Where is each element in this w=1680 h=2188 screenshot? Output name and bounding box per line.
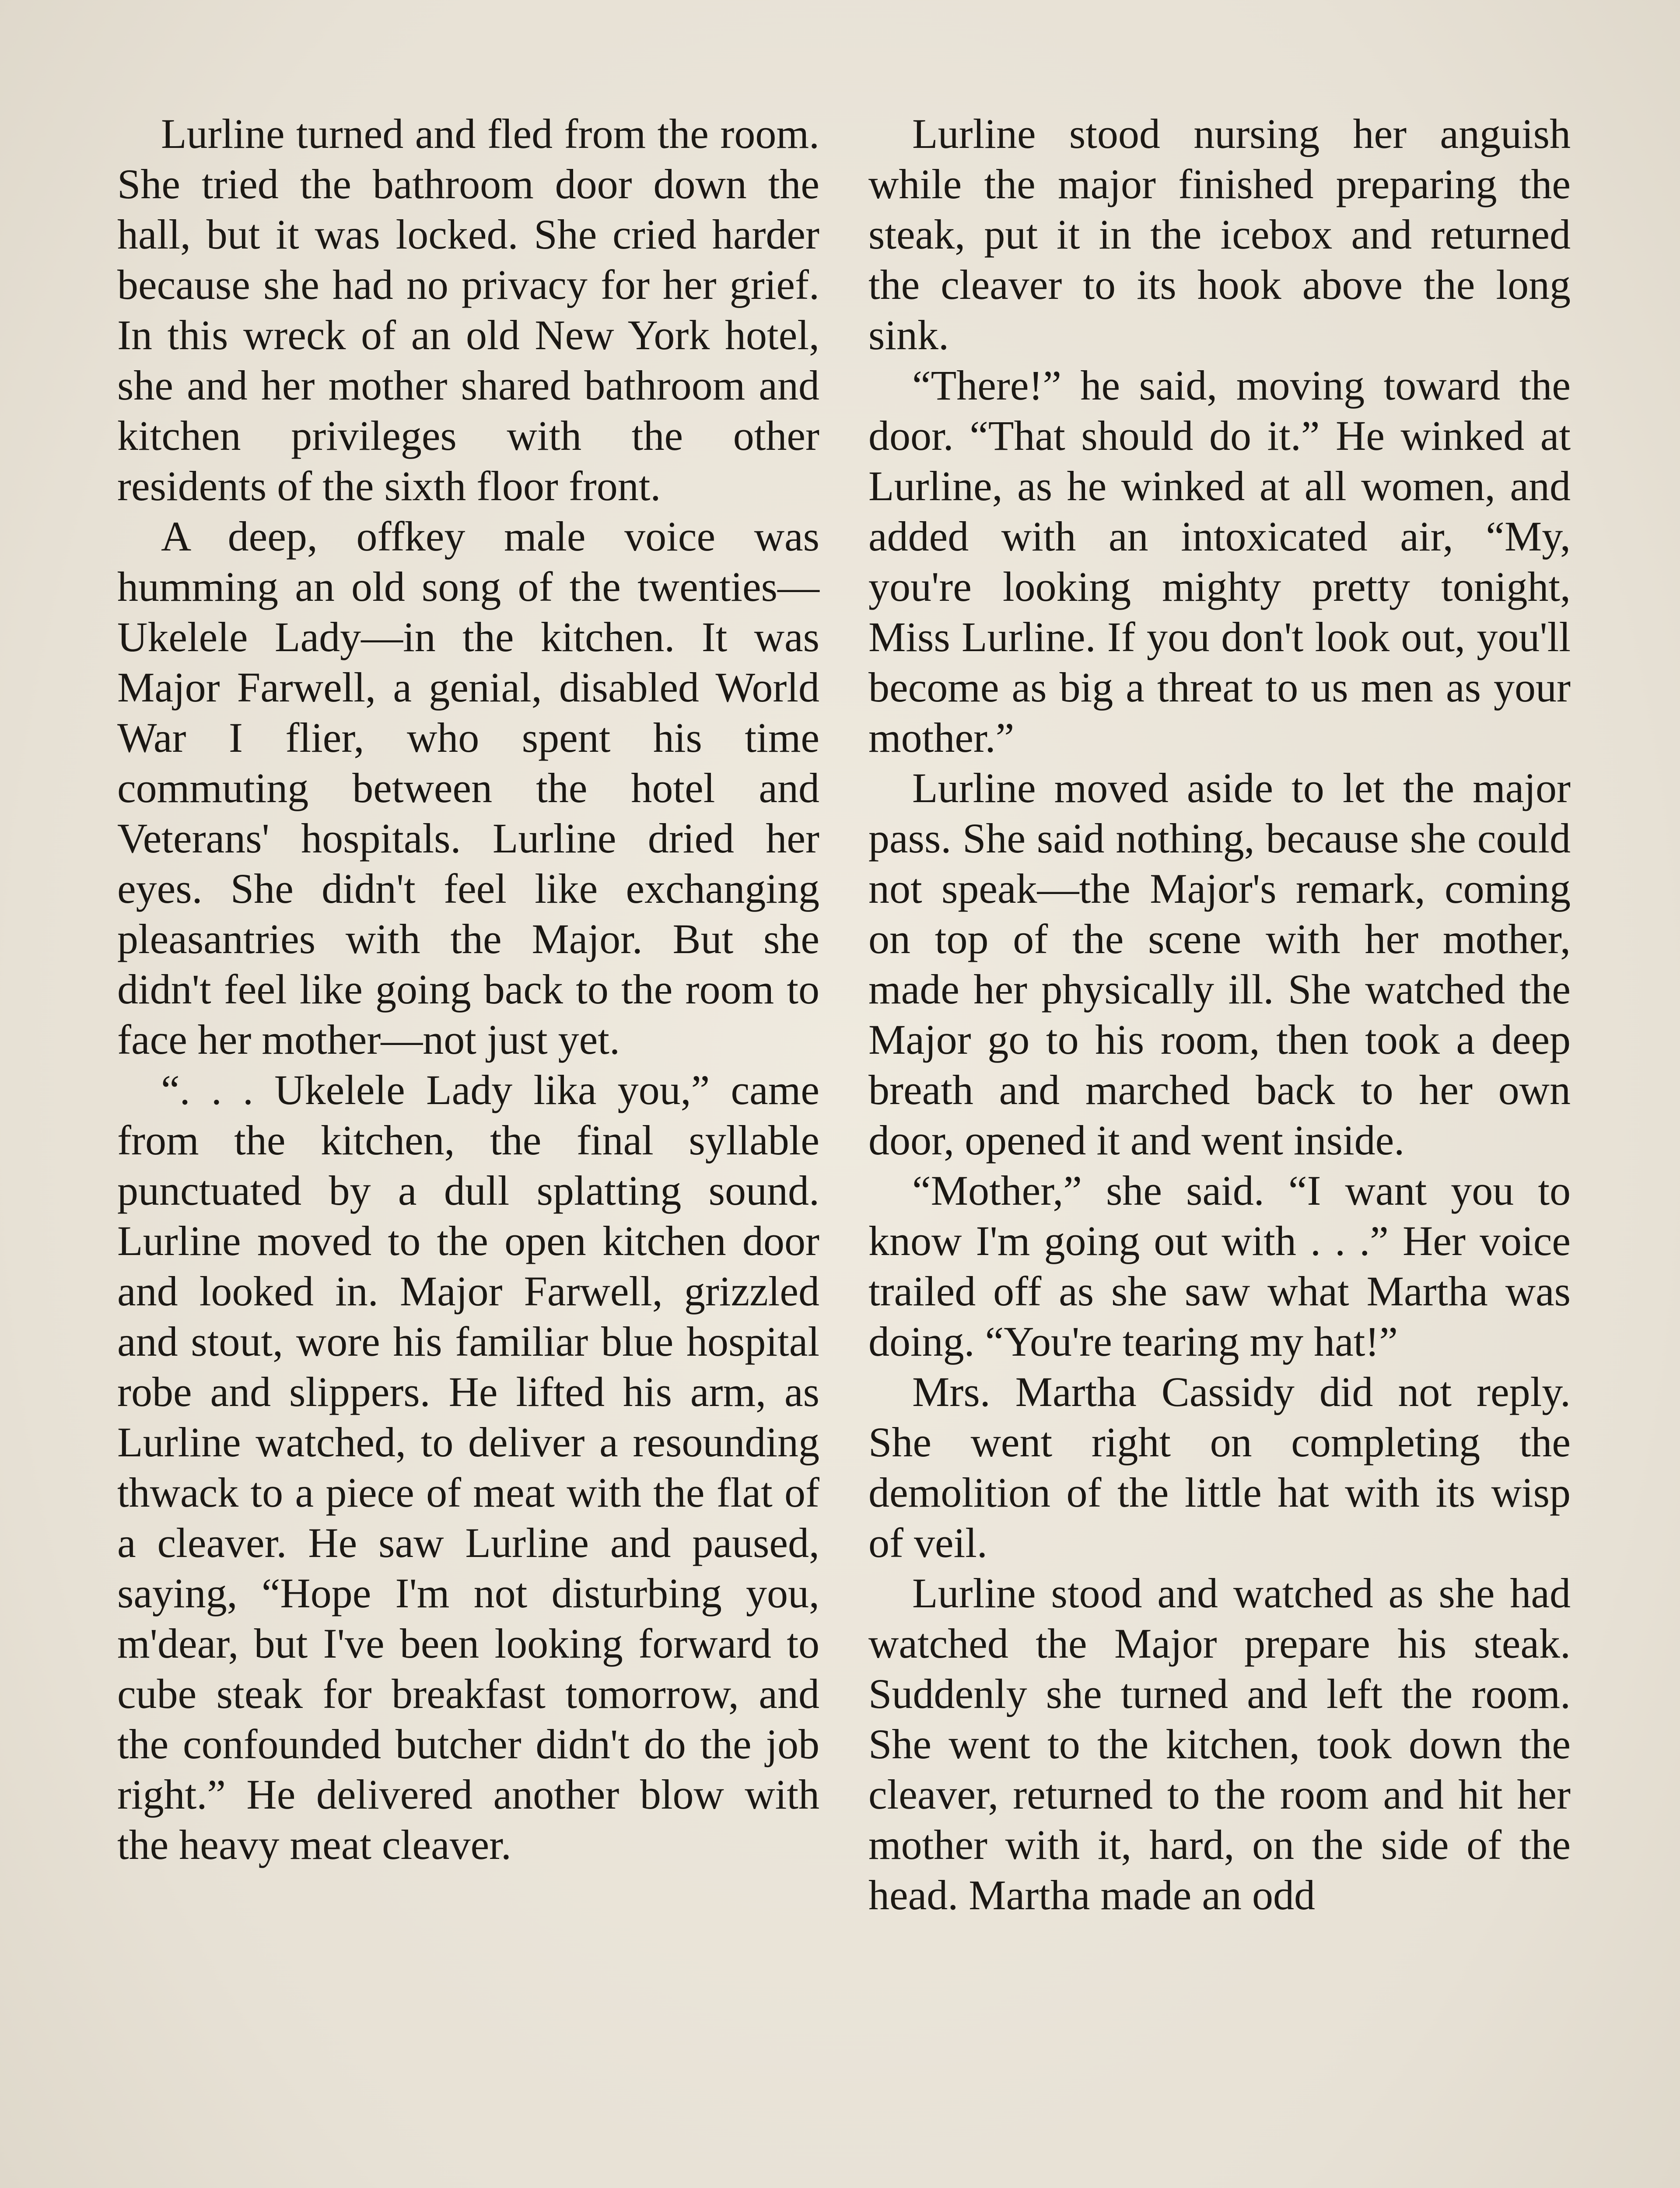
story-paragraph: “There!” he said, moving toward the door. “That should do it.” He winked at Lurline, as he winked at all women, and added with an intoxicated air, “My, you're looking mighty pretty tonight, Miss Lurline. If you don't look out, you'll become as big a threat to us men as your mother.” xyxy=(868,362,1571,761)
story-paragraph: Lurline stood nursing her anguish while the major finished preparing the steak, put it in the icebox and returned the cleaver to its hook above the long sink. xyxy=(868,110,1571,358)
story-paragraph: A deep, offkey male voice was humming an old song of the twenties—Ukelele Lady—in the kitchen. It was Major Farwell, a genial, disabled World War I flier, who spent his time commuting between the hotel and Veterans' hospitals. Lurline dried her eyes. She didn't feel like exchanging pleasantries with the Major. But she didn't feel like going back to the room to face her mother—not just yet. xyxy=(117,513,819,1063)
story-paragraph: “. . . Ukelele Lady lika you,” came from the kitchen, the final syllable punctuated by a dull splatting sound. Lurline moved to the open kitchen door and looked in. Major Farwell, grizzled and stout, wore his familiar blue hospital robe and slippers. He lifted his arm, as Lurline watched, to deliver a resounding thwack to a piece of meat with the flat of a cleaver. He saw Lurline and paused, saying, “Hope I'm not disturbing you, m'dear, but I've been looking forward to cube steak for breakfast tomorrow, and the confounded butcher didn't do the job right.” He delivered another blow with the heavy meat cleaver. xyxy=(117,1066,819,1868)
story-paragraph: Lurline moved aside to let the major pass. She said nothing, because she could not speak—the Major's remark, coming on top of the scene with her mother, made her physically ill. She watched the Major go to his room, then took a deep breath and marched back to her own door, opened it and went inside. xyxy=(868,764,1571,1164)
story-paragraph: “Mother,” she said. “I want you to know I'm going out with . . .” Her voice trailed off as she saw what Martha was doing. “You're tearing my hat!” xyxy=(868,1167,1571,1365)
story-paragraph: Lurline stood and watched as she had watched the Major prepare his steak. Suddenly she turned and left the room. She went to the kitchen, took down the cleaver, returned to the room and hit her mother with it, hard, on the side of the head. Martha made an odd xyxy=(868,1570,1571,1918)
story-paragraph: Lurline turned and fled from the room. She tried the bathroom door down the hall, but it was locked. She cried harder because she had no privacy for her grief. In this wreck of an old New York hotel, she and her mother shared bathroom and kitchen privileges with the other residents of the sixth floor front. xyxy=(117,110,819,509)
story-paragraph: Mrs. Martha Cassidy did not reply. She went right on completing the demolition of the little hat with its wisp of veil. xyxy=(868,1368,1571,1566)
right-text-column xyxy=(868,109,1571,1920)
left-text-column xyxy=(117,109,819,1870)
